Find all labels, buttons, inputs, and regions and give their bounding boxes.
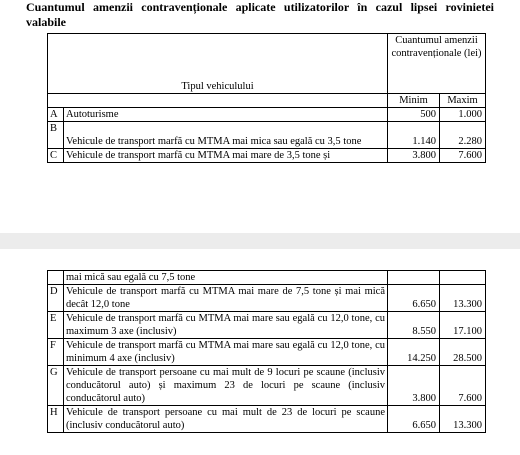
row-max: 7.600 (440, 149, 486, 163)
table-row (48, 339, 486, 366)
row-letter: E (48, 312, 64, 339)
table-row (48, 149, 486, 163)
header-max: Maxim (440, 94, 486, 108)
row-max: 7.600 (440, 366, 486, 406)
row-min: 8.550 (388, 312, 440, 339)
row-description: Vehicule de transport marfă cu MTMA mai mare de 3,5 tone și (64, 149, 388, 163)
page-break (0, 233, 520, 249)
row-min: 1.140 (388, 122, 440, 149)
row-max: 17.100 (440, 312, 486, 339)
row-letter (48, 271, 64, 285)
row-description: mai mică sau egală cu 7,5 tone (64, 271, 388, 285)
row-max: 1.000 (440, 108, 486, 122)
empty-cell (48, 94, 388, 108)
table-row (48, 406, 486, 433)
row-min: 6.650 (388, 406, 440, 433)
row-letter: C (48, 149, 64, 163)
row-letter: D (48, 285, 64, 312)
header-vehicle-type: Tipul vehiculului (48, 34, 388, 94)
row-min: 3.800 (388, 149, 440, 163)
row-description: Vehicule de transport marfă cu MTMA mai mare de 7,5 tone și mai mică decât 12,0 tone (64, 285, 388, 312)
row-max: 28.500 (440, 339, 486, 366)
row-min: 6.650 (388, 285, 440, 312)
row-min: 14.250 (388, 339, 440, 366)
row-description: Vehicule de transport persoane cu mai mult de 9 locuri pe scaune (inclusiv conducătorul auto) și maximum 23 de locuri pe scaune (inclusiv conducătorul auto) (64, 366, 388, 406)
row-max: 2.280 (440, 122, 486, 149)
row-letter: A (48, 108, 64, 122)
row-letter: B (48, 122, 64, 149)
row-description: Vehicule de transport marfă cu MTMA mai mare sau egală cu 12,0 tone, cu maximum 3 axe (inclusiv) (64, 312, 388, 339)
row-min: 3.800 (388, 366, 440, 406)
table-row (48, 271, 486, 285)
header-min: Minim (388, 94, 440, 108)
row-max: 13.300 (440, 285, 486, 312)
row-description: Vehicule de transport marfă cu MTMA mai mare sau egală cu 12,0 tone, cu minimum 4 axe (inclusiv) (64, 339, 388, 366)
row-max (440, 271, 486, 285)
table-row (48, 285, 486, 312)
row-min: 500 (388, 108, 440, 122)
row-min (388, 271, 440, 285)
row-letter: G (48, 366, 64, 406)
header-fine-amount: Cuantumul amenzii contravenționale (lei) (388, 34, 486, 94)
document-title: Cuantumul amenzii contravenționale aplicate utilizatorilor în cazul lipsei rovinietei valabile (26, 0, 494, 29)
table-subheader-row (48, 94, 486, 108)
fines-table-page2 (47, 270, 486, 433)
fines-table-page1 (47, 33, 486, 163)
row-description: Autoturisme (64, 108, 388, 122)
row-description: Vehicule de transport persoane cu mai mult de 23 de locuri pe scaune (inclusiv conducătorul auto) (64, 406, 388, 433)
row-description: Vehicule de transport marfă cu MTMA mai mica sau egală cu 3,5 tone (64, 122, 388, 149)
row-letter: H (48, 406, 64, 433)
table-header-row (48, 34, 486, 94)
table-row (48, 366, 486, 406)
table-row (48, 312, 486, 339)
row-max: 13.300 (440, 406, 486, 433)
row-letter: F (48, 339, 64, 366)
table-row (48, 122, 486, 149)
table-row (48, 108, 486, 122)
